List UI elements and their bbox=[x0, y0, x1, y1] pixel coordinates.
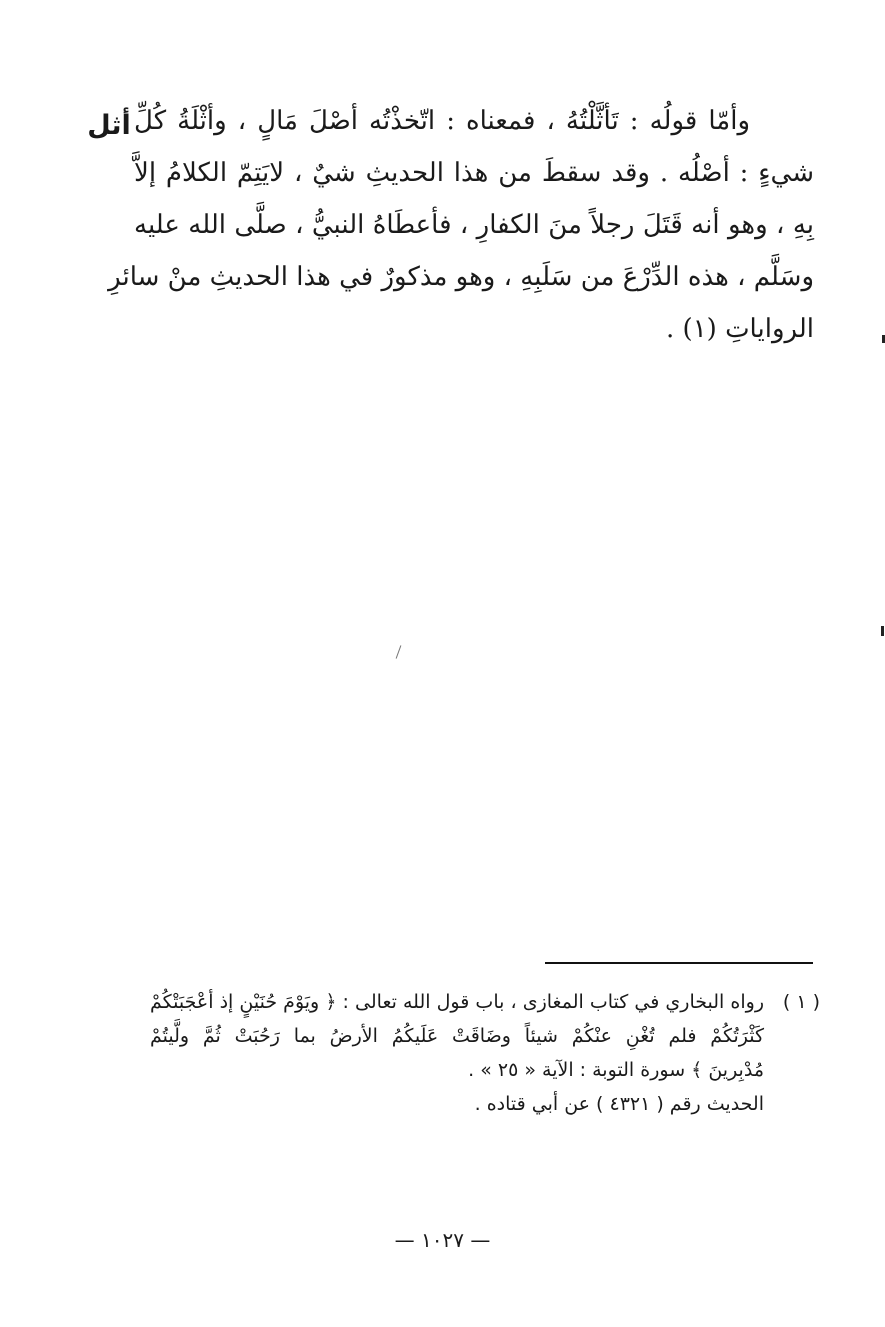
footnote-line: رواه البخاري في كتاب المغازى ، باب قول الله تعالى : ﴿ ويَوْمَ حُنَيْنٍ إذ أعْجَبَتْكُمْ bbox=[150, 991, 764, 1013]
footnote-item bbox=[150, 985, 820, 1121]
footnote-number: ( ١ ) bbox=[782, 991, 820, 1013]
footnote-line: الحديث رقم ( ٤٣٢١ ) عن أبي قتاده . bbox=[474, 1093, 764, 1115]
main-line: وسَلَّم ، هذه الدِّرْعَ من سَلَبِهِ ، وهو مذكورٌ في هذا الحديثِ منْ سائرِ bbox=[108, 262, 814, 292]
margin-keyword: أثل bbox=[87, 110, 131, 141]
stray-mark bbox=[396, 645, 402, 658]
footnote-separator bbox=[545, 962, 813, 964]
main-text bbox=[108, 95, 814, 355]
main-line: شيءٍ : أصْلُه . وقد سقطَ من هذا الحديثِ شيٌ ، لايَتِمّ الكلامُ إلاَّ bbox=[134, 158, 814, 188]
main-line: الرواياتِ (١) . bbox=[666, 314, 814, 344]
footnotes bbox=[150, 985, 820, 1121]
footnote-body bbox=[150, 985, 764, 1121]
footnote-line: مُدْبِرينَ ﴾ سورة التوبة : الآية « ٢٥ » . bbox=[468, 1059, 764, 1081]
main-line: بِهِ ، وهو أنه قَتَلَ رجلاً منَ الكفارِ ، فأعطَاهُ النبيُّ ، صلَّى الله عليه bbox=[134, 210, 814, 240]
footnote-line: كَثْرَتُكُمْ فلم تُغْنِ عنْكُمْ شيئاً وضَاقَتْ عَلَيكُمُ الأرضُ بما رَحُبَتْ ثُمَّ ولَّيتُمْ bbox=[150, 1025, 764, 1047]
main-line: وأمّا قولُه : تَأثَّلْتُهُ ، فمعناه : اتّخذْتُه أصْلَ مَالٍ ، وأثْلَةُ كُلِّ bbox=[134, 106, 750, 136]
scan-edge-mark bbox=[881, 626, 884, 636]
page-number: — ١٠٢٧ — bbox=[394, 1228, 491, 1252]
